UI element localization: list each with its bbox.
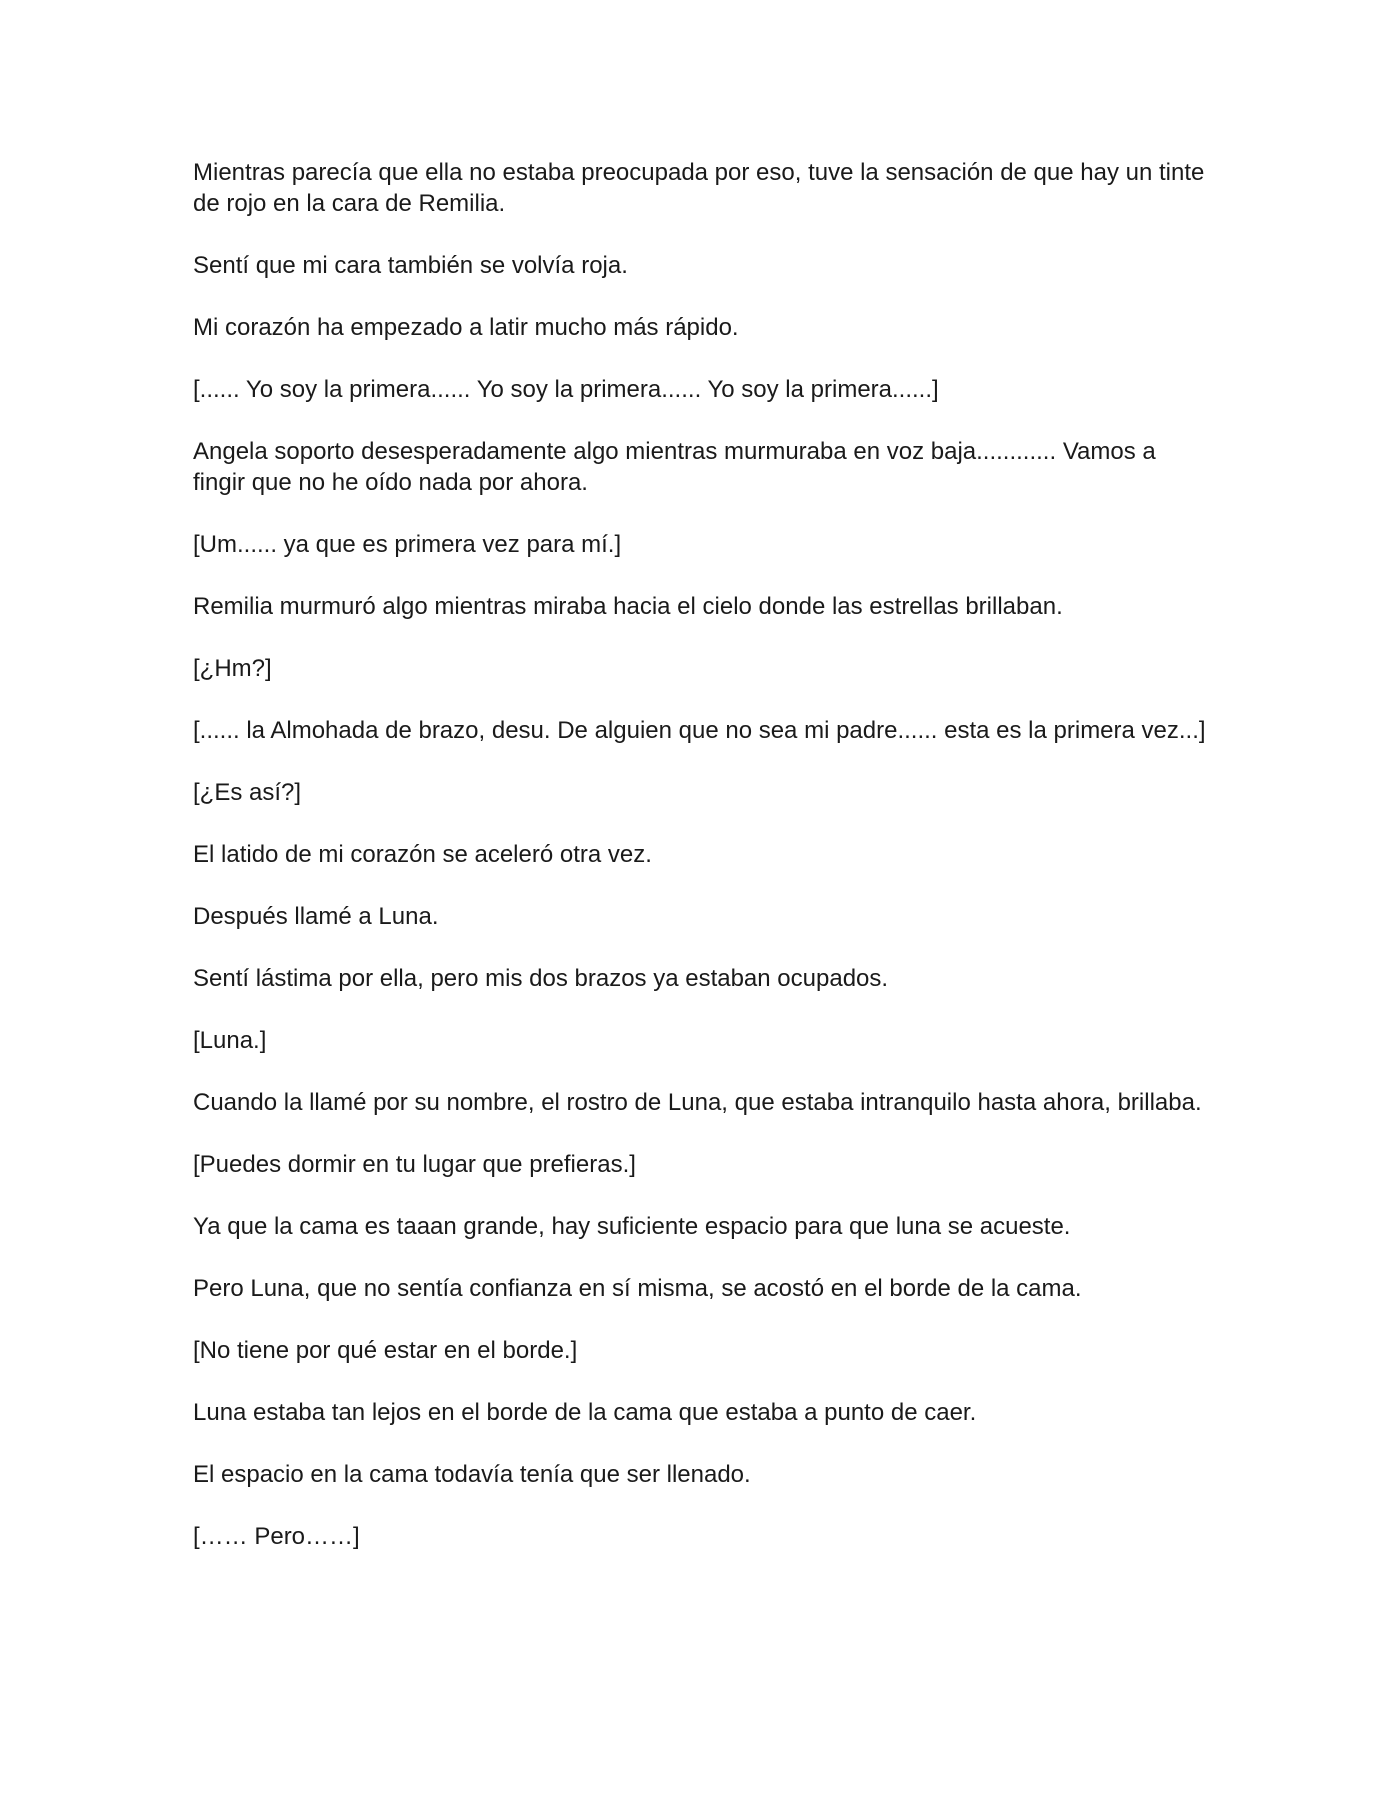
paragraph: [Um...... ya que es primera vez para mí.]	[193, 531, 622, 558]
paragraph: Mi corazón ha empezado a latir mucho más rápido.	[193, 314, 739, 341]
paragraph: Después llamé a Luna.	[193, 903, 439, 930]
paragraph: Remilia murmuró algo mientras miraba hacia el cielo donde las estrellas brillaban.	[193, 593, 1063, 620]
document-body	[193, 157, 1213, 1583]
paragraph: [¿Es así?]	[193, 779, 302, 806]
paragraph: Angela soporto desesperadamente algo mientras murmuraba en voz baja............ Vamos a fingir que no he oído nada por ahora.	[193, 438, 1156, 496]
paragraph: [Luna.]	[193, 1027, 267, 1054]
paragraph: [Puedes dormir en tu lugar que prefieras.]	[193, 1151, 636, 1178]
paragraph: Cuando la llamé por su nombre, el rostro de Luna, que estaba intranquilo hasta ahora, brillaba.	[193, 1089, 1202, 1116]
paragraph: El espacio en la cama todavía tenía que ser llenado.	[193, 1461, 751, 1488]
paragraph: [...... la Almohada de brazo, desu. De alguien que no sea mi padre...... esta es la primera vez...]	[193, 717, 1206, 744]
paragraph: Sentí lástima por ella, pero mis dos brazos ya estaban ocupados.	[193, 965, 889, 992]
paragraph: Mientras parecía que ella no estaba preocupada por eso, tuve la sensación de que hay un tinte de rojo en la cara de Remilia.	[193, 159, 1205, 217]
paragraph: [No tiene por qué estar en el borde.]	[193, 1337, 578, 1364]
paragraph: El latido de mi corazón se aceleró otra vez.	[193, 841, 652, 868]
paragraph: Sentí que mi cara también se volvía roja.	[193, 252, 628, 279]
paragraph: Ya que la cama es taaan grande, hay suficiente espacio para que luna se acueste.	[193, 1213, 1071, 1240]
paragraph: Luna estaba tan lejos en el borde de la cama que estaba a punto de caer.	[193, 1399, 977, 1426]
paragraph: […… Pero……]	[193, 1523, 360, 1550]
paragraph: [¿Hm?]	[193, 655, 272, 682]
paragraph: Pero Luna, que no sentía confianza en sí misma, se acostó en el borde de la cama.	[193, 1275, 1082, 1302]
paragraph: [...... Yo soy la primera...... Yo soy la primera...... Yo soy la primera......]	[193, 376, 939, 403]
